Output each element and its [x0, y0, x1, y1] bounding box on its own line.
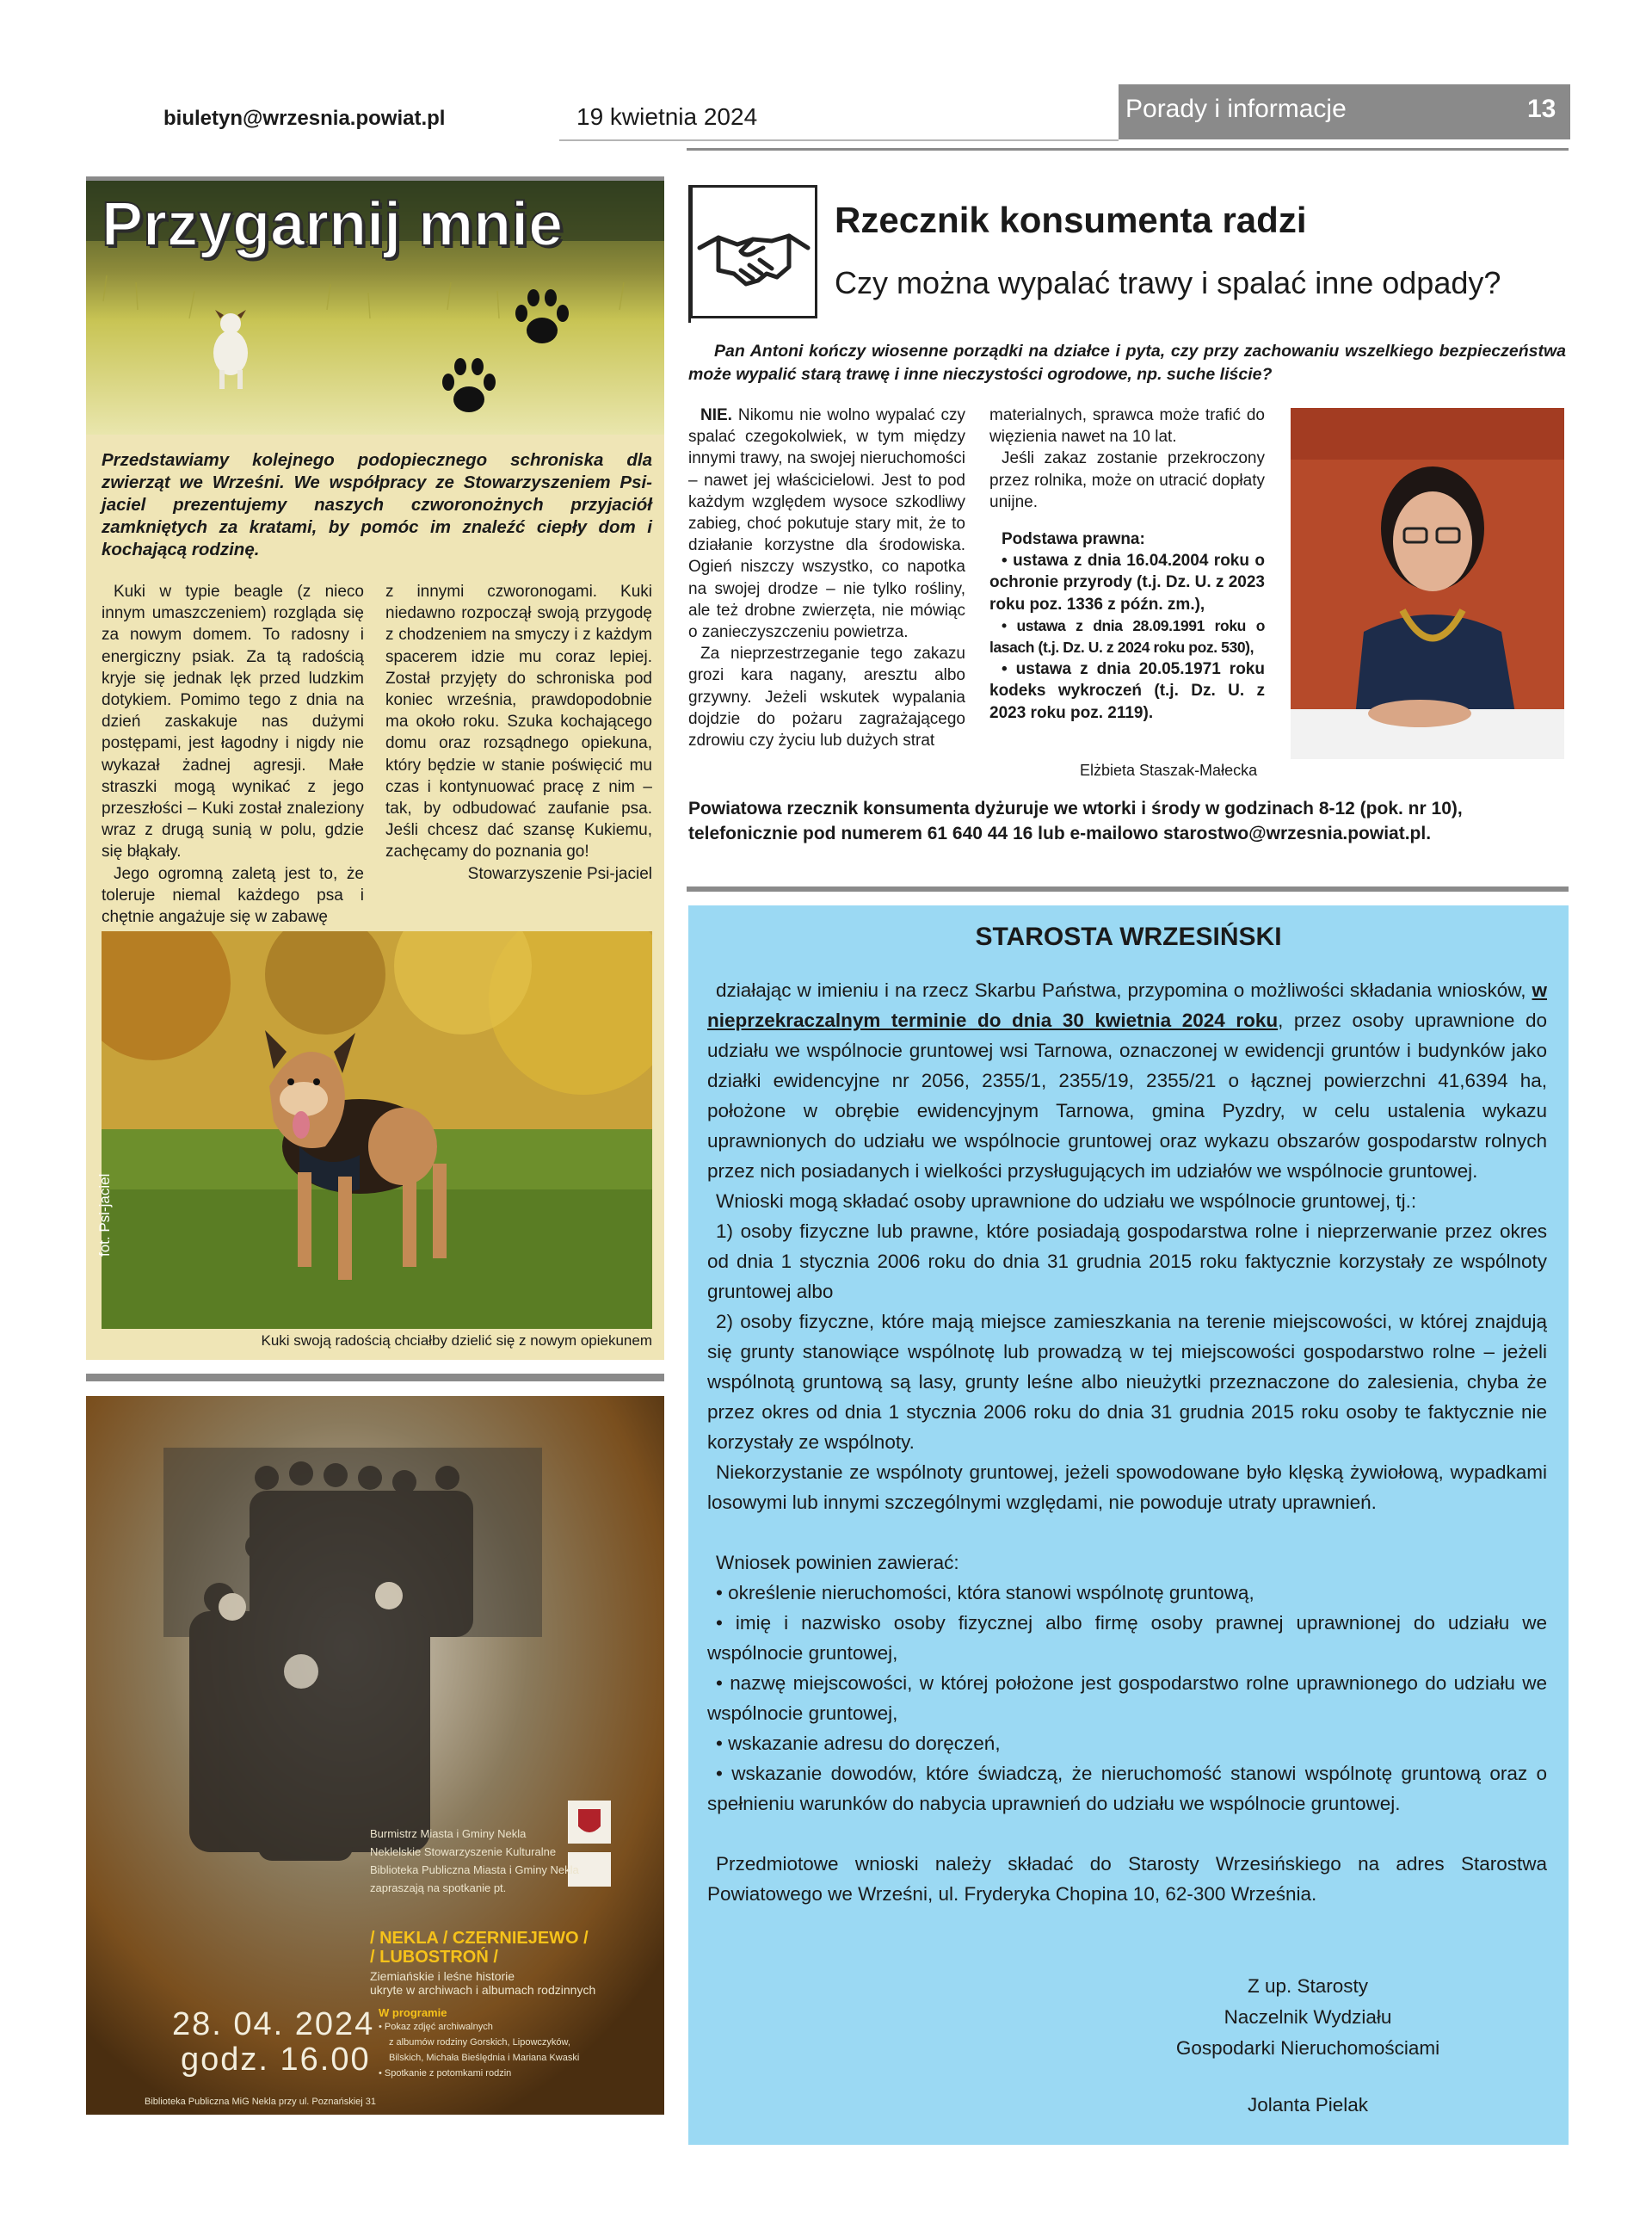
- starosta-body: [707, 975, 1547, 1909]
- issue-date: 19 kwietnia 2024: [576, 103, 758, 130]
- adoption-paragraph: z innymi czworonogami. Kuki niedawno rozpoczął swoją przygodę z chodzeniem na smyczy i z każdym spacerem idzie mu coraz lepiej. Został przyjęty do schroniska pod koniec września, prawdopodobnie ma około roku. Szuka kochającego domu oraz rozsądnego opiekuna, który będzie w stanie poświęcić mu czas i kontynuować pracę z nim – tak, by odbudować zaufanie psa. Jeśli chcesz dać szansę Kukiemu, zachęcamy do poznania go!: [385, 583, 652, 862]
- photo-credit: fot. Psi-jaciel: [96, 1173, 113, 1257]
- dog-photo-caption: Kuki swoją radością chciałby dzielić się z nowym opiekunem: [261, 1332, 652, 1349]
- poster-organizer: Neklelskie Stowarzyszenie Kulturalne: [370, 1845, 557, 1858]
- starosta-paragraph: 2) osoby fizyczne, które mają miejsce zamieszkania na terenie miejscowości, w której znajdują się grunty stanowiące wspólnotę lub prowadzą w tej miejscowości gospodarstwo rolne – jeżeli wspólnotą gruntową są lasy, grunty leśne albo nieużytki przeznaczone do zalesienia, chyba że przez okres od dnia 1 stycznia 2006 roku do dnia 31 grudnia 2015 roku osoby te faktycznie nie korzystały ze wspólnoty.: [707, 1311, 1547, 1453]
- consumer-paragraph: Jeśli zakaz zostanie przekroczony przez rolnika, może on utracić dopłaty unijne.: [989, 449, 1265, 511]
- consumer-paragraph: Nikomu nie wolno wypalać czy spalać czegokolwiek, w tym między innymi trawy, na swojej nieruchomości – nawet jej właścicielowi. Jest to pod każdym względem wysoce szkodliwy zabieg, choć pokutuje stary mit, że to działanie korzystne dla środowiska. Ogień niszczy wszystko, co napotka na swojej drodze – nie tylko rośliny, ale też drobne zwierzęta, nie mówiąc o zanieczyszczeniu powietrza.: [688, 406, 965, 642]
- legal-basis-item: • ustawa z dnia 20.05.1971 roku kodeks wykroczeń (t.j. Dz. U. z 2023 roku poz. 2119).: [989, 660, 1265, 722]
- dog-photo: [102, 931, 652, 1329]
- signature-line: Z up. Starosty: [1247, 1975, 1369, 1997]
- consumer-paragraph: Za nieprzestrzeganie tego zakazu grozi kara nagany, aresztu albo grzywny. Jeżeli wskutek wypalania dojdzie do pożaru zagrażającego zdrowiu czy życiu lub dużych strat: [688, 645, 965, 751]
- signature-name: Jolanta Pielak: [1247, 2094, 1369, 2116]
- consumer-contact-info: Powiatowa rzecznik konsumenta dyżuruje we wtorki i środy w godzinach 8-12 (pok. nr 10), telefonicznie pod numerem 61 640 44 16 lub e-mailowo starostwo@wrzesnia.powiat.pl.: [688, 799, 1463, 843]
- legal-basis-item: • ustawa z dnia 16.04.2004 roku o ochronie przyrody (t.j. Dz. U. z 2023 roku poz. 1336 z późn. zm.),: [989, 552, 1265, 614]
- poster-organizer: Biblioteka Publiczna Miasta i Gminy Nekla: [370, 1863, 579, 1876]
- starosta-paragraph: Wnioski mogą składać osoby uprawnione do udziału we wspólnocie gruntowej, tj.:: [716, 1190, 1417, 1212]
- poster-program-item: Bilskich, Michała Bieślędnia i Mariana Kwaski: [389, 2053, 580, 2063]
- adoption-paragraph: Jego ogromną zaletą jest to, że toleruje niemal każdego psa i chętnie angażuje się w zabawę: [102, 864, 364, 927]
- starosta-bullet: • wskazanie dowodów, które świadczą, że nieruchomość stanowi wspólnotę gruntową oraz o spełnieniu warunków do nabycia uprawnień do udziału we wspólnocie gruntowej.: [707, 1763, 1547, 1814]
- legal-basis-heading: Podstawa prawna:: [1002, 530, 1145, 549]
- starosta-title: STAROSTA WRZESIŃSKI: [975, 923, 1282, 951]
- poster-time: godz. 16.00: [181, 2042, 371, 2078]
- starosta-paragraph: , przez osoby uprawnione do udziału we wspólnocie gruntowej wsi Tarnowa, oznaczonej w ewidencji gruntów i budynków jako działki ewidencyjne nr 2056, 2355/1, 2355/19, 2355/21 o łącznej powierzchni 41,6394 ha, położone w obrębie ewidencyjnym Tarnowa, gmina Pyzdry, w celu ustalenia wykazu uprawnionych do udziału we wspólnocie gruntowej oraz wykazu obszarów gospodarstw rolnych przez nich posiadanych i wielkości przysługujących im udziałów we wspólnocie gruntowej.: [707, 1010, 1547, 1182]
- consumer-top-rule: [687, 148, 1569, 151]
- paw-print-icon: [435, 353, 503, 426]
- poster-subtitle: Ziemiańskie i leśne historie: [370, 1969, 515, 1983]
- signature-line: Naczelnik Wydziału: [1224, 2006, 1392, 2028]
- poster-venue: Biblioteka Publiczna MiG Nekla przy ul. Poznańskiej 31: [145, 2097, 377, 2107]
- header-email[interactable]: biuletyn@wrzesnia.powiat.pl: [163, 107, 446, 130]
- starosta-bullet: • imię i nazwisko osoby fizycznej albo firmę osoby prawnej uprawnionej do udziału we wspólnocie gruntowej,: [707, 1612, 1547, 1664]
- consumer-subtitle: Czy można wypalać trawy i spalać inne odpady?: [835, 265, 1501, 300]
- deadline-text: w nieprzekraczalnym terminie do dnia 30 kwietnia 2024 roku: [707, 979, 1547, 1031]
- adoption-column-2: [385, 581, 652, 885]
- consumer-column-1: [688, 405, 965, 751]
- starosta-paragraph: Niekorzystanie ze wspólnoty gruntowej, jeżeli spowodowane było klęską żywiołową, wypadkami losowymi lub innymi szczególnymi względami, nie powoduje utraty uprawnień.: [707, 1461, 1547, 1513]
- adoption-signature: Stowarzyszenie Psi-jaciel: [467, 864, 652, 883]
- consumer-title: Rzecznik konsumenta radzi: [835, 200, 1307, 240]
- consumer-bottom-rule: [687, 886, 1569, 892]
- starosta-paragraph: Wniosek powinien zawierać:: [716, 1552, 959, 1573]
- adoption-title: Przygarnij mnie: [102, 190, 564, 259]
- consumer-signature: Elżbieta Staszak-Małecka: [1080, 762, 1258, 779]
- advisor-portrait: [1291, 408, 1564, 759]
- poster-program-heading: W programie: [379, 2006, 447, 2019]
- starosta-signature: [1119, 1971, 1497, 2121]
- paw-print-icon: [508, 284, 576, 357]
- adoption-paragraph: Kuki w typie beagle (z nieco innym umaszczeniem) rozgląda się za nowym domem. To radosny i energiczny psiak. Za tą radością kryje się jednak lęk przed ludzkim dotykiem. Pomimo tego z dnia na dzień zaskakuje nas dużymi postępami, jest łagodny i nigdy nie wykazał żadnej agresji. Małe straszki mogą wynikać z jego przeszłości – Kuki został znaleziony wraz z drugą sunią w polu, gdzie się błąkały.: [102, 583, 364, 862]
- section-label: Porady i informacje: [1125, 95, 1347, 123]
- poster-invite: zapraszają na spotkanie pt.: [370, 1881, 507, 1894]
- poster-subtitle: ukryte w archiwach i albumach rodzinnych: [370, 1983, 596, 1997]
- adoption-column-1: [102, 581, 364, 928]
- header-divider: [559, 139, 1119, 141]
- starosta-paragraph: działając w imieniu i na rzecz Skarbu Państwa, przypomina o możliwości składania wniosków,: [716, 979, 1526, 1001]
- poster-program-item: • Spotkanie z potomkami rodzin: [379, 2068, 512, 2079]
- handshake-icon: [690, 185, 817, 318]
- poster-organizer: Burmistrz Miasta i Gminy Nekla: [370, 1827, 527, 1840]
- starosta-bullet: • określenie nieruchomości, która stanowi wspólnotę gruntową,: [716, 1582, 1254, 1603]
- poster-title-line: / NEKLA / CZERNIEJEWO /: [370, 1929, 589, 1948]
- poster-program-item: • Pokaz zdjęć archiwalnych: [379, 2022, 493, 2032]
- consumer-question: Pan Antoni kończy wiosenne porządki na działce i pyta, czy przy zachowaniu wszelkiego bezpieczeństwa może wypalić starą trawę i inne nieczystości ogrodowe, np. suche liście?: [688, 342, 1566, 384]
- starosta-paragraph: Przedmiotowe wnioski należy składać do Starosty Wrzesińskiego na adres Starostwa Powiatowego we Wrześni, ul. Fryderyka Chopina 10, 62-300 Września.: [707, 1853, 1547, 1905]
- starosta-paragraph: 1) osoby fizyczne lub prawne, które posiadają gospodarstwa rolne i nieprzerwanie przez okres od dnia 1 stycznia 2006 roku do dnia 31 grudnia 2015 roku faktycznie korzystały ze wspólnoty gruntowej albo: [707, 1220, 1547, 1302]
- page-number: 13: [1527, 95, 1556, 123]
- poster-top-rule: [86, 1374, 664, 1381]
- answer-lead: NIE.: [700, 406, 732, 424]
- starosta-bullet: • nazwę miejscowości, w której położone jest gospodarstwo rolne uprawnionego do udziału we wspólnocie gruntowej,: [707, 1672, 1547, 1724]
- legal-basis-item: • ustawa z dnia 28.09.1991 roku o lasach (t.j. Dz. U. z 2024 roku poz. 530),: [989, 616, 1265, 657]
- consumer-column-2: [989, 405, 1265, 724]
- signature-line: Gospodarki Nieruchomościami: [1175, 2037, 1440, 2059]
- poster-date: 28. 04. 2024: [172, 2006, 375, 2042]
- poster-program-item: z albumów rodziny Gorskich, Lipowczyków,: [389, 2037, 570, 2048]
- adoption-intro: Przedstawiamy kolejnego podopiecznego schroniska dla zwierząt we Wrześni. We współpracy ze Stowarzyszeniem Psi-jaciel prezentujemy naszych czworonożnych przyjaciół zamkniętych za kratami, by pomóc im znaleźć ciepły dom i kochającą rodzinę.: [102, 450, 652, 559]
- poster-title-line: / LUBOSTROŃ /: [370, 1948, 498, 1967]
- consumer-paragraph: materialnych, sprawca może trafić do więzienia nawet na 10 lat.: [989, 406, 1265, 447]
- starosta-bullet: • wskazanie adresu do doręczeń,: [716, 1733, 1001, 1754]
